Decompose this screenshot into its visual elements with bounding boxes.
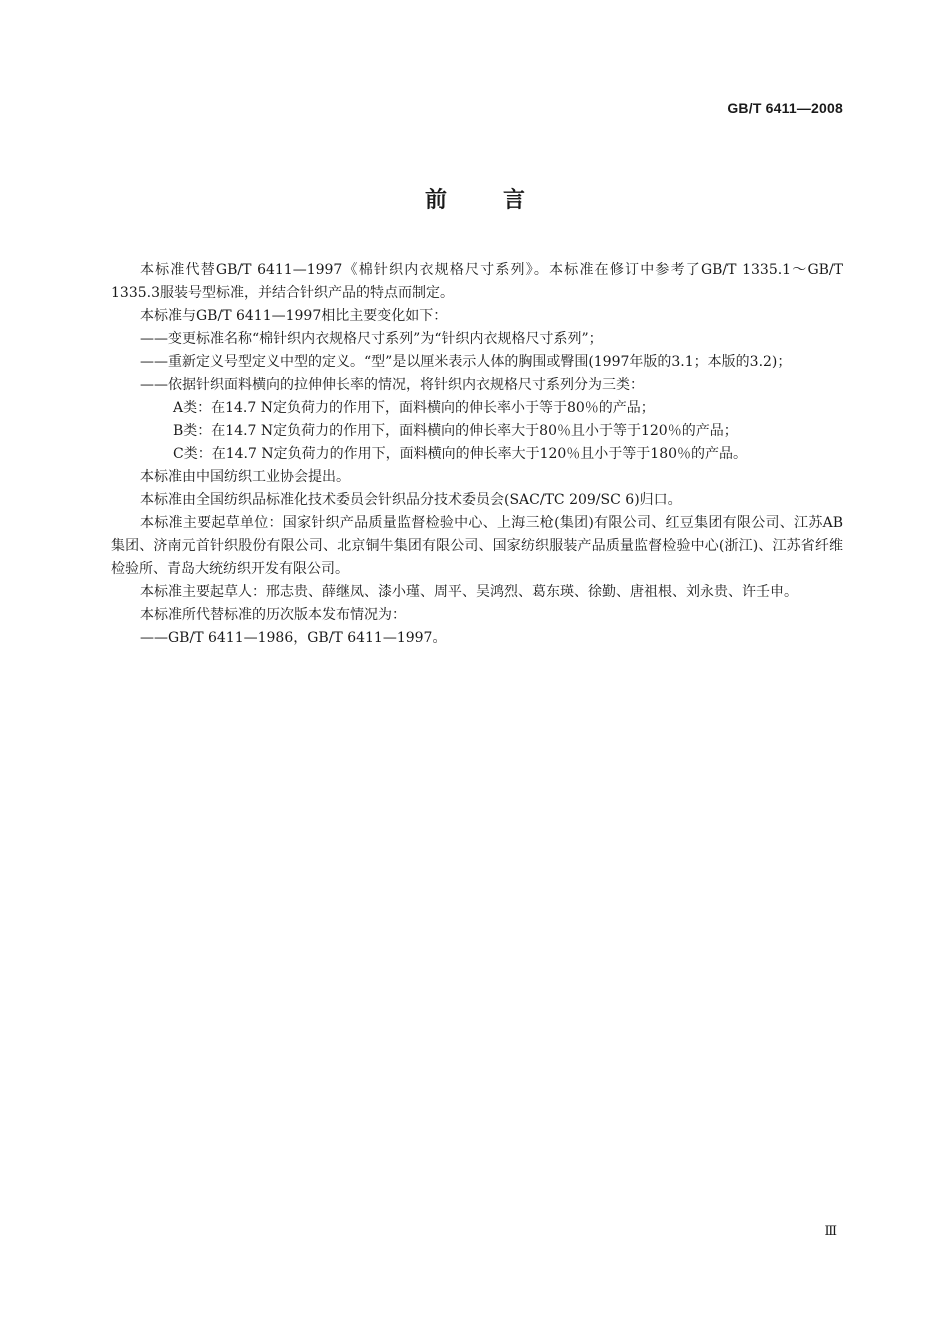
- paragraph-drafters: 本标准主要起草人：邢志贵、薛继凤、漆小瑾、周平、吴鸿烈、葛东瑛、徐勤、唐祖根、刘永贵、许壬申。: [140, 584, 798, 600]
- paragraph-administrator: 本标准由全国纺织品标准化技术委员会针织品分技术委员会(SAC/TC 209/SC 6)归口。: [140, 492, 682, 508]
- paragraph-drafting-units: 本标准主要起草单位：国家针织产品质量监督检验中心、上海三枪(集团)有限公司、红豆集团有限公司、江苏AB集团、济南元首针织股份有限公司、北京铜牛集团有限公司、国家纺织服装产品质量监督检验中心(浙江)、江苏省纤维检验所、青岛大统纺织开发有限公司。: [111, 515, 843, 577]
- paragraph-replacement: 本标准代替GB/T 6411—1997《棉针织内衣规格尺寸系列》。本标准在修订中参考了GB/T 1335.1～GB/T 1335.3服装号型标准，并结合针织产品的特点而制定。: [111, 262, 843, 301]
- class-b-item: B类：在14.7 N定负荷力的作用下，面料横向的伸长率大于80％且小于等于120％的产品；: [173, 423, 738, 439]
- page-number: Ⅲ: [824, 1224, 837, 1239]
- class-a-item: A类：在14.7 N定负荷力的作用下，面料横向的伸长率小于等于80％的产品；: [173, 400, 655, 416]
- paragraph-history-intro: 本标准所代替标准的历次版本发布情况为：: [140, 607, 406, 623]
- change-item-name: ——变更标准名称“棉针织内衣规格尺寸系列”为“针织内衣规格尺寸系列”；: [140, 331, 603, 347]
- change-item-classification: ——依据针织面料横向的拉伸伸长率的情况，将针织内衣规格尺寸系列分为三类：: [140, 377, 644, 393]
- paragraph-proposer: 本标准由中国纺织工业协会提出。: [140, 469, 350, 485]
- page-title: 前言: [424, 188, 581, 213]
- standard-code: GB/T 6411—2008: [727, 100, 843, 116]
- change-item-definition: ——重新定义号型定义中型的定义。“型”是以厘米表示人体的胸围或臀围(1997年版的3.1；本版的3.2)；: [140, 354, 792, 370]
- history-item: ——GB/T 6411—1986，GB/T 6411—1997。: [140, 630, 447, 646]
- preface-body: [111, 259, 843, 650]
- class-c-item: C类：在14.7 N定负荷力的作用下，面料横向的伸长率大于120％且小于等于180％的产品。: [173, 446, 748, 462]
- paragraph-changes-intro: 本标准与GB/T 6411—1997相比主要变化如下：: [140, 308, 448, 324]
